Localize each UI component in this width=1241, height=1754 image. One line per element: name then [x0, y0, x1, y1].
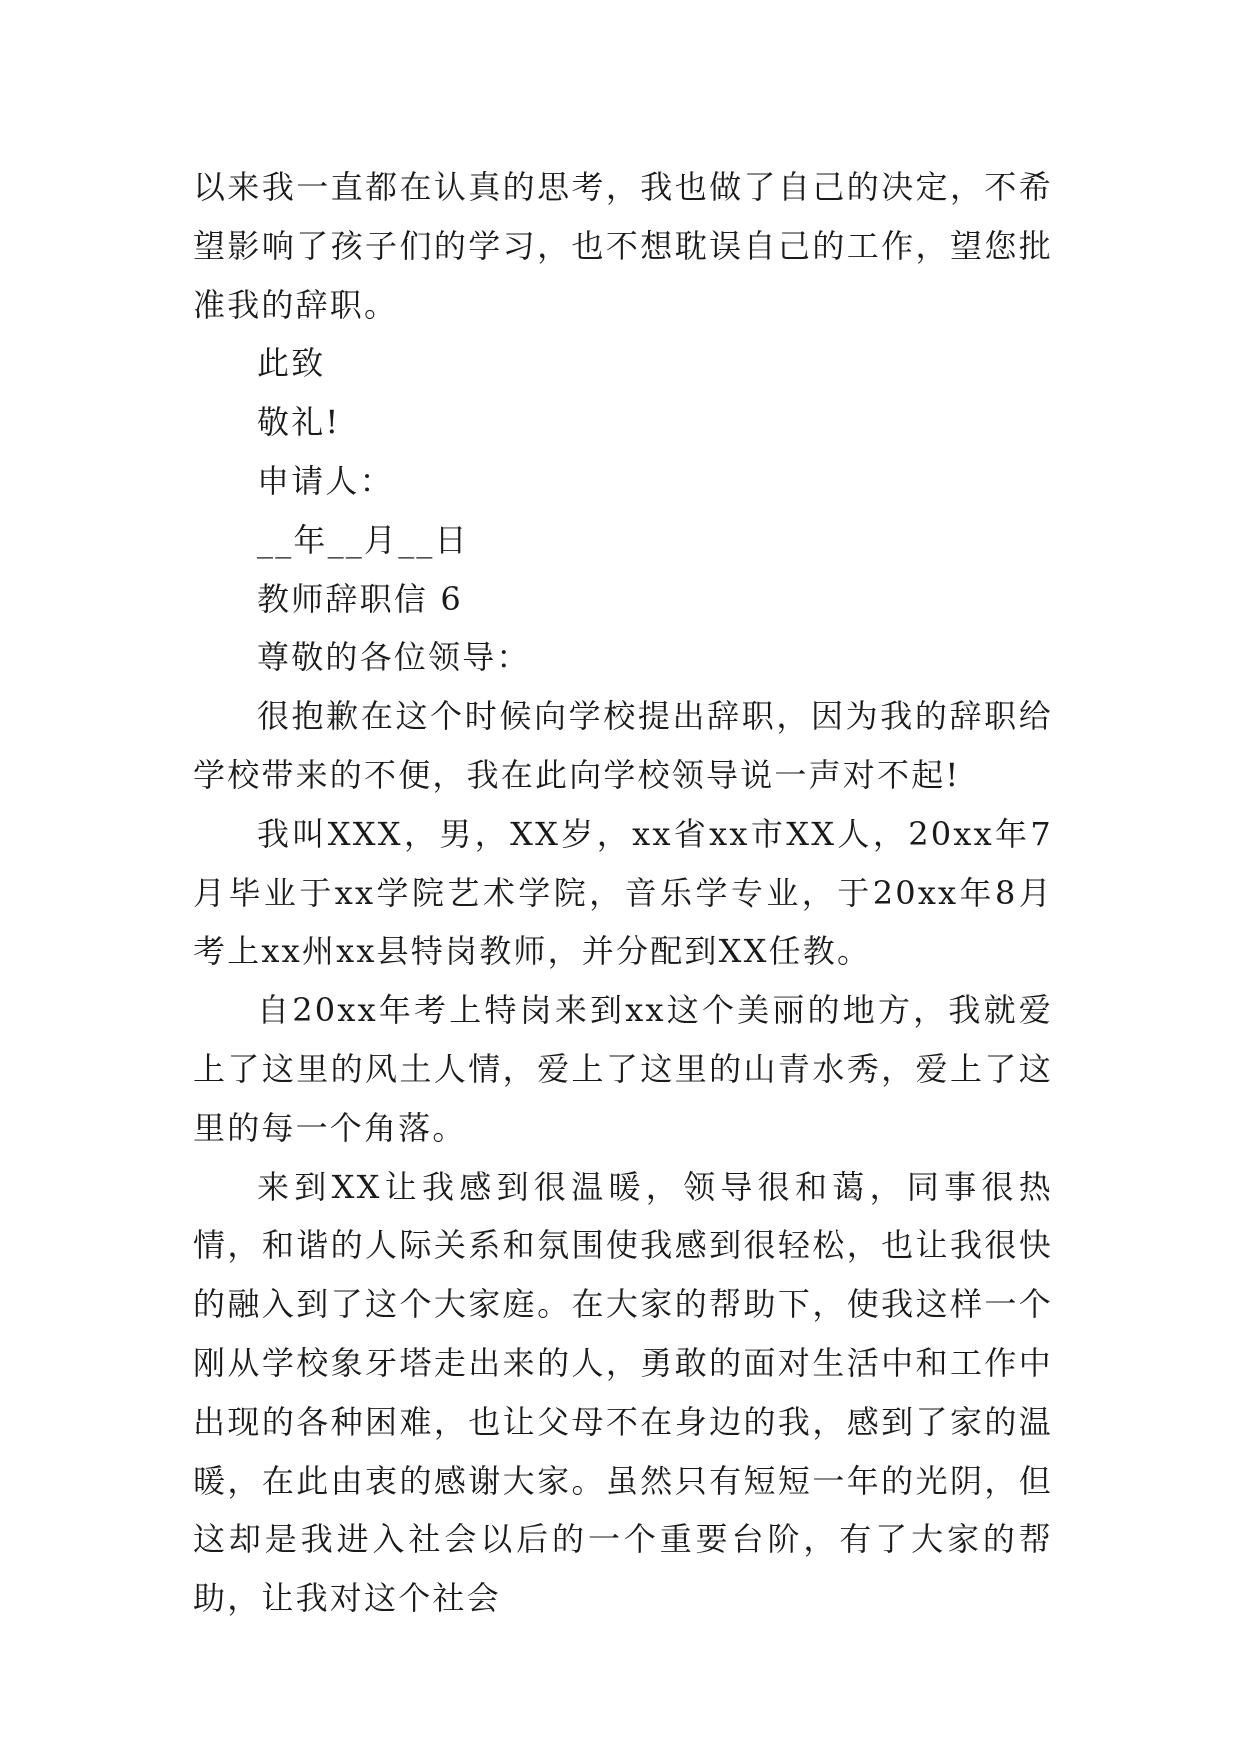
- applicant-line: 申请人：: [257, 461, 394, 500]
- paragraph-apology: 很抱歉在这个时候向学校提出辞职，因为我的辞职给学校带来的不便，我在此向学校领导说一声对不起!: [193, 697, 1053, 794]
- greeting: 尊敬的各位领导：: [257, 638, 531, 677]
- letter-title: 教师辞职信 6: [257, 579, 463, 618]
- closing-salutation: 此致: [257, 344, 326, 383]
- paragraph-place: 自20xx年考上特岗来到xx这个美丽的地方，我就爱上了这里的风土人情，爱上了这里的山青水秀，爱上了这里的每一个角落。: [193, 991, 1053, 1147]
- paragraph-gratitude: 来到XX让我感到很温暖，领导很和蔼，同事很热情，和谐的人际关系和氛围使我感到很轻松，也让我很快的融入到了这个大家庭。在大家的帮助下，使我这样一个刚从学校象牙塔走出来的人，勇敢的面对生活中和工作中出现的各种困难，也让父母不在身边的我，感到了家的温暖，在此由衷的感谢大家。虽然只有短短一年的光阴，但这却是我进入社会以后的一个重要台阶，有了大家的帮助，让我对这个社会: [193, 1167, 1053, 1618]
- paragraph-introduction: 我叫XXX，男，XX岁，xx省xx市XX人，20xx年7月毕业于xx学院艺术学院，音乐学专业，于20xx年8月考上xx州xx县特岗教师，并分配到XX任教。: [193, 814, 1053, 971]
- closing-regards: 敬礼!: [257, 403, 341, 442]
- date-line: __年__月__日: [257, 520, 469, 559]
- letter-body: [193, 158, 1053, 1628]
- paragraph-continuation: 以来我一直都在认真的思考，我也做了自己的决定，不希望影响了孩子们的学习，也不想耽误自己的工作，望您批准我的辞职。: [193, 168, 1053, 324]
